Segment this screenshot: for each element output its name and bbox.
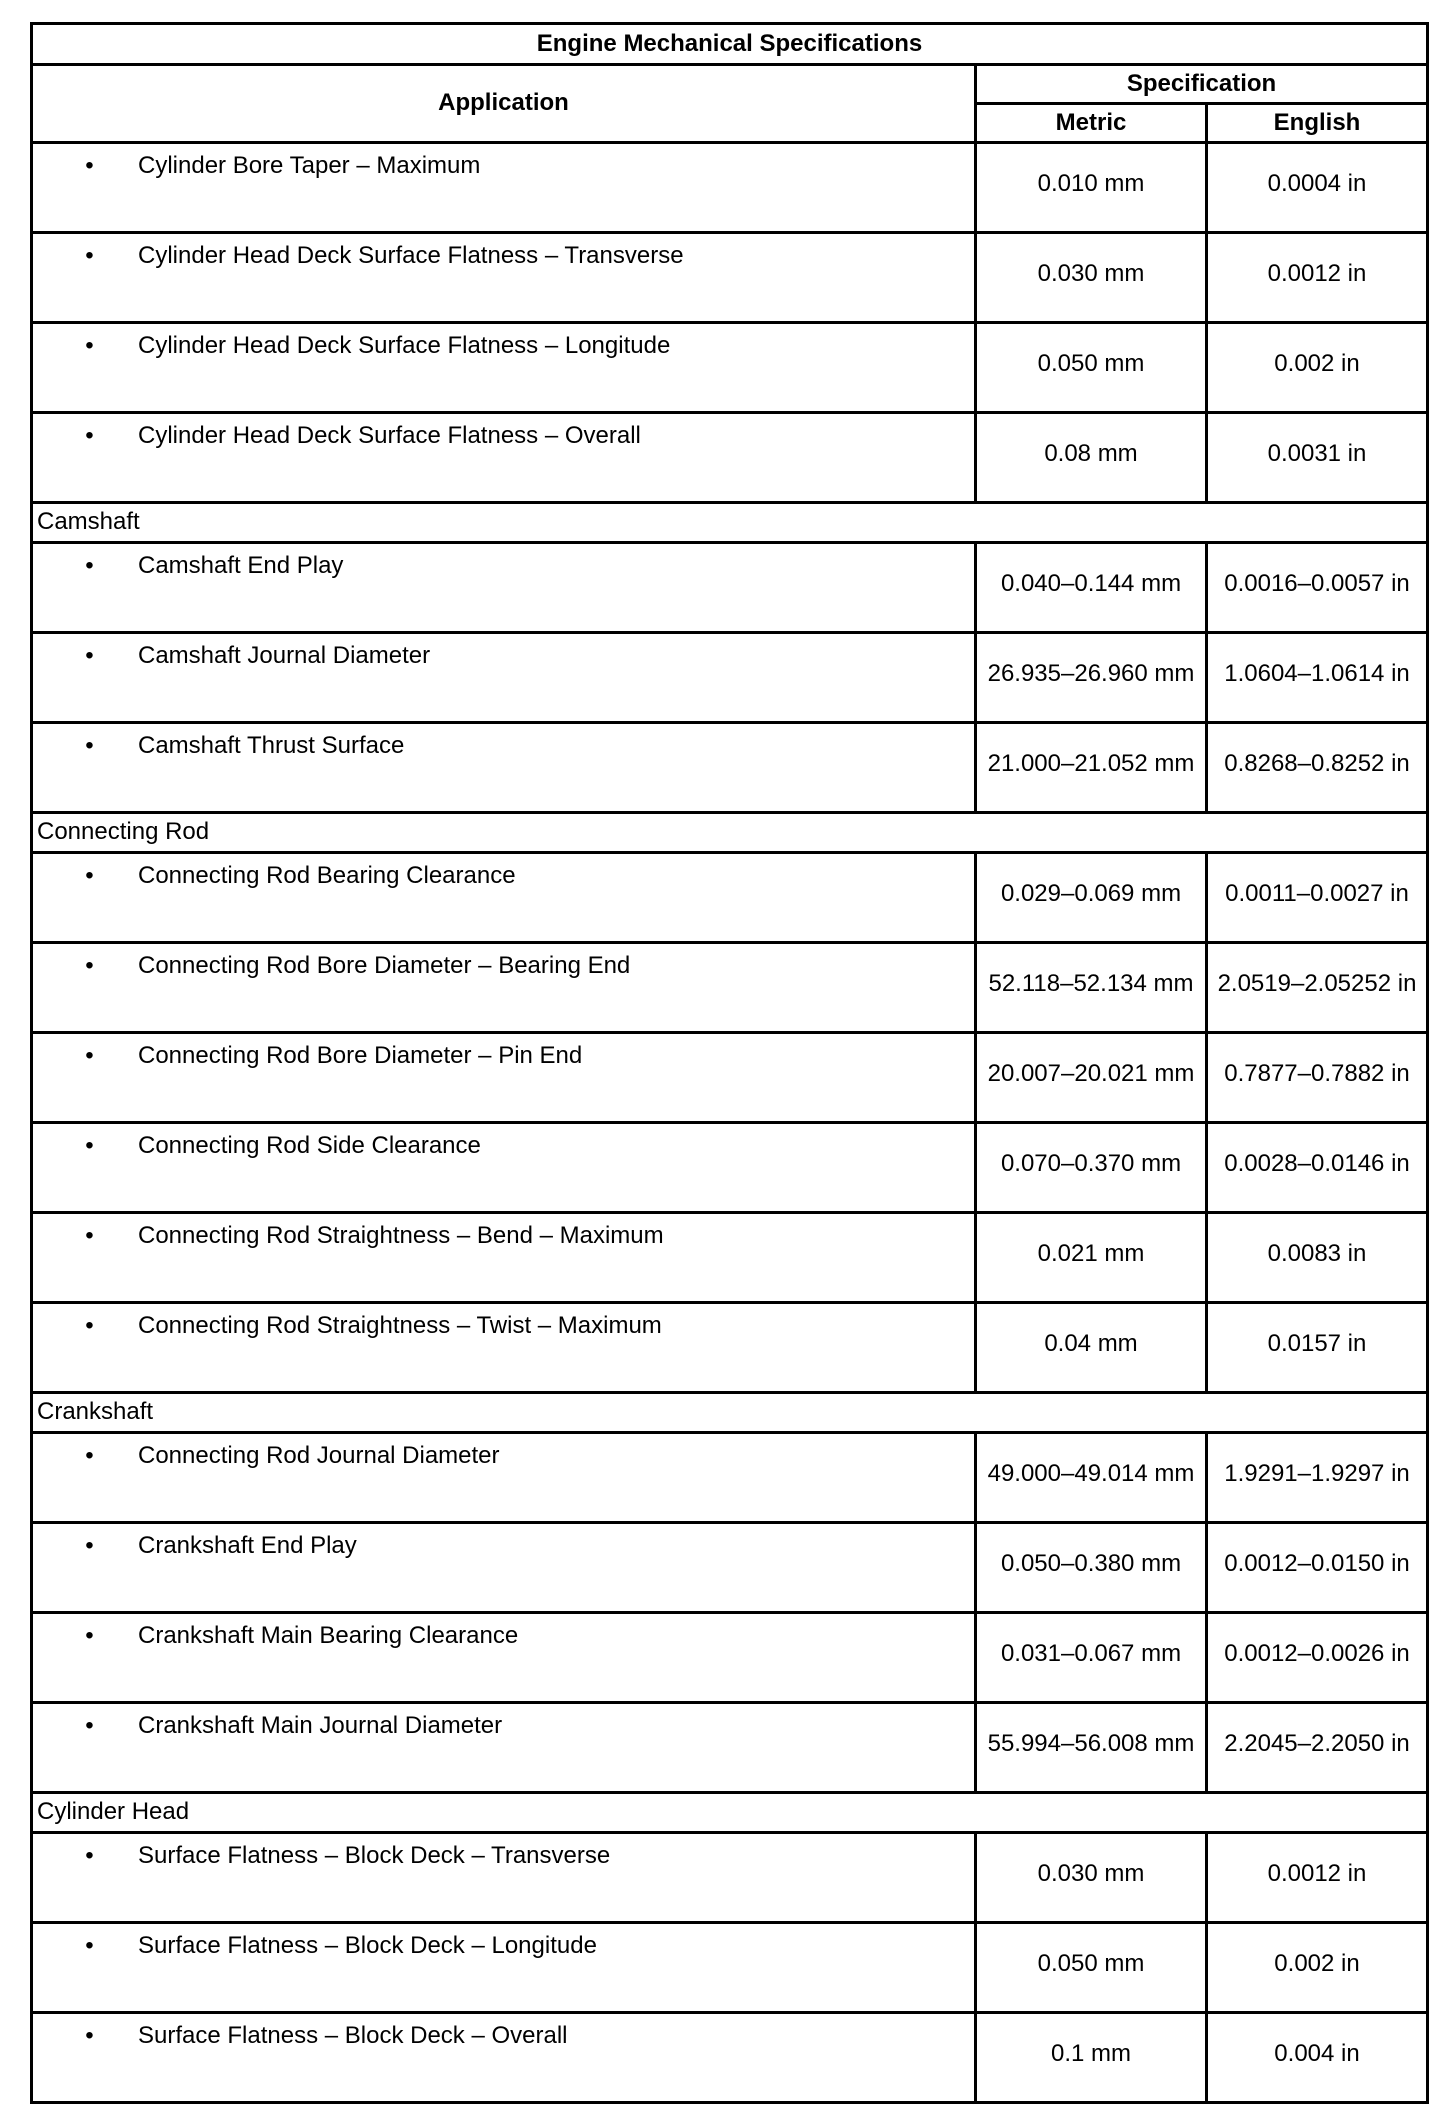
table-row <box>32 1613 1428 1703</box>
metric-value: 0.04 mm <box>976 1303 1207 1393</box>
section-heading: Camshaft <box>32 503 1428 543</box>
table-row <box>32 233 1428 323</box>
bullet-icon: • <box>85 862 94 889</box>
english-value: 1.0604–1.0614 in <box>1207 633 1428 723</box>
english-value: 0.0083 in <box>1207 1213 1428 1303</box>
table-row <box>32 1523 1428 1613</box>
section-heading: Cylinder Head <box>32 1793 1428 1833</box>
english-value: 0.0011–0.0027 in <box>1207 853 1428 943</box>
bullet-icon: • <box>85 1712 94 1739</box>
application-label: Surface Flatness – Block Deck – Transverse <box>138 1842 611 1869</box>
bullet-icon: • <box>85 242 94 269</box>
application-label: Camshaft End Play <box>138 552 344 579</box>
bullet-icon: • <box>85 1312 94 1339</box>
english-value: 0.0016–0.0057 in <box>1207 543 1428 633</box>
application-label: Crankshaft End Play <box>138 1532 357 1559</box>
application-label: Connecting Rod Bore Diameter – Bearing End <box>138 952 631 979</box>
bullet-icon: • <box>85 332 94 359</box>
english-value: 0.0012–0.0150 in <box>1207 1523 1428 1613</box>
english-value: 0.0012 in <box>1207 233 1428 323</box>
english-value: 0.8268–0.8252 in <box>1207 723 1428 813</box>
section-heading: Connecting Rod <box>32 813 1428 853</box>
application-cell <box>32 853 976 943</box>
application-label: Crankshaft Main Journal Diameter <box>138 1712 503 1739</box>
bullet-icon: • <box>85 952 94 979</box>
metric-value: 0.050 mm <box>976 1923 1207 2013</box>
application-cell <box>32 943 976 1033</box>
application-label: Surface Flatness – Block Deck – Longitude <box>138 1932 597 1959</box>
bullet-icon: • <box>85 1442 94 1469</box>
application-cell <box>32 543 976 633</box>
table-row <box>32 1833 1428 1923</box>
bullet-icon: • <box>85 1842 94 1869</box>
table-row <box>32 853 1428 943</box>
metric-value: 0.050–0.380 mm <box>976 1523 1207 1613</box>
application-label: Cylinder Head Deck Surface Flatness – Overall <box>138 422 641 449</box>
application-cell <box>32 633 976 723</box>
metric-value: 0.021 mm <box>976 1213 1207 1303</box>
bullet-icon: • <box>85 732 94 759</box>
application-label: Connecting Rod Straightness – Bend – Maximum <box>138 1222 664 1249</box>
english-value: 0.0012–0.0026 in <box>1207 1613 1428 1703</box>
metric-value: 26.935–26.960 mm <box>976 633 1207 723</box>
bullet-icon: • <box>85 422 94 449</box>
table-row <box>32 143 1428 233</box>
metric-value: 20.007–20.021 mm <box>976 1033 1207 1123</box>
application-cell <box>32 413 976 503</box>
table-row <box>32 323 1428 413</box>
metric-value: 0.031–0.067 mm <box>976 1613 1207 1703</box>
header-application: Application <box>32 65 976 143</box>
metric-value: 0.029–0.069 mm <box>976 853 1207 943</box>
metric-value: 0.050 mm <box>976 323 1207 413</box>
bullet-icon: • <box>85 2022 94 2049</box>
english-value: 0.002 in <box>1207 1923 1428 2013</box>
application-label: Cylinder Head Deck Surface Flatness – Transverse <box>138 242 684 269</box>
metric-value: 0.030 mm <box>976 1833 1207 1923</box>
application-label: Cylinder Bore Taper – Maximum <box>138 152 481 179</box>
spec-table-body <box>32 143 1428 2103</box>
application-cell <box>32 2013 976 2103</box>
metric-value: 49.000–49.014 mm <box>976 1433 1207 1523</box>
metric-value: 0.010 mm <box>976 143 1207 233</box>
section-heading: Crankshaft <box>32 1393 1428 1433</box>
bullet-icon: • <box>85 1622 94 1649</box>
bullet-icon: • <box>85 152 94 179</box>
english-value: 0.0012 in <box>1207 1833 1428 1923</box>
section-row <box>32 1393 1428 1433</box>
application-label: Connecting Rod Side Clearance <box>138 1132 481 1159</box>
application-cell <box>32 1033 976 1123</box>
table-row <box>32 633 1428 723</box>
metric-value: 0.030 mm <box>976 233 1207 323</box>
table-title: Engine Mechanical Specifications <box>32 24 1428 65</box>
bullet-icon: • <box>85 1532 94 1559</box>
bullet-icon: • <box>85 1932 94 1959</box>
application-label: Surface Flatness – Block Deck – Overall <box>138 2022 568 2049</box>
metric-value: 0.1 mm <box>976 2013 1207 2103</box>
application-cell <box>32 1523 976 1613</box>
english-value: 0.002 in <box>1207 323 1428 413</box>
header-specification: Specification <box>976 65 1428 104</box>
application-cell <box>32 1703 976 1793</box>
application-cell <box>32 143 976 233</box>
application-cell <box>32 1303 976 1393</box>
bullet-icon: • <box>85 1042 94 1069</box>
english-value: 2.0519–2.05252 in <box>1207 943 1428 1033</box>
section-row <box>32 813 1428 853</box>
metric-value: 0.08 mm <box>976 413 1207 503</box>
bullet-icon: • <box>85 1132 94 1159</box>
section-row <box>32 1793 1428 1833</box>
application-cell <box>32 1123 976 1213</box>
table-row <box>32 1303 1428 1393</box>
table-row <box>32 1703 1428 1793</box>
bullet-icon: • <box>85 642 94 669</box>
table-row <box>32 1123 1428 1213</box>
application-cell <box>32 233 976 323</box>
application-label: Connecting Rod Straightness – Twist – Maximum <box>138 1312 662 1339</box>
english-value: 0.004 in <box>1207 2013 1428 2103</box>
application-label: Connecting Rod Bore Diameter – Pin End <box>138 1042 583 1069</box>
section-row <box>32 503 1428 543</box>
engine-spec-table <box>30 22 1429 2104</box>
bullet-icon: • <box>85 1222 94 1249</box>
table-row <box>32 413 1428 503</box>
metric-value: 0.070–0.370 mm <box>976 1123 1207 1213</box>
english-value: 1.9291–1.9297 in <box>1207 1433 1428 1523</box>
application-label: Camshaft Journal Diameter <box>138 642 431 669</box>
english-value: 0.0004 in <box>1207 143 1428 233</box>
header-english: English <box>1207 104 1428 143</box>
table-row <box>32 543 1428 633</box>
table-row <box>32 1213 1428 1303</box>
english-value: 0.0028–0.0146 in <box>1207 1123 1428 1213</box>
bullet-icon: • <box>85 552 94 579</box>
header-metric: Metric <box>976 104 1207 143</box>
application-label: Camshaft Thrust Surface <box>138 732 405 759</box>
application-cell <box>32 1613 976 1703</box>
application-cell <box>32 723 976 813</box>
english-value: 0.7877–0.7882 in <box>1207 1033 1428 1123</box>
metric-value: 52.118–52.134 mm <box>976 943 1207 1033</box>
application-label: Connecting Rod Journal Diameter <box>138 1442 500 1469</box>
metric-value: 0.040–0.144 mm <box>976 543 1207 633</box>
application-label: Crankshaft Main Bearing Clearance <box>138 1622 519 1649</box>
table-row <box>32 2013 1428 2103</box>
metric-value: 55.994–56.008 mm <box>976 1703 1207 1793</box>
metric-value: 21.000–21.052 mm <box>976 723 1207 813</box>
table-row <box>32 1923 1428 2013</box>
application-cell <box>32 323 976 413</box>
application-cell <box>32 1833 976 1923</box>
application-label: Cylinder Head Deck Surface Flatness – Longitude <box>138 332 671 359</box>
table-row <box>32 1033 1428 1123</box>
table-row <box>32 723 1428 813</box>
english-value: 0.0031 in <box>1207 413 1428 503</box>
application-cell <box>32 1923 976 2013</box>
table-row <box>32 943 1428 1033</box>
english-value: 0.0157 in <box>1207 1303 1428 1393</box>
english-value: 2.2045–2.2050 in <box>1207 1703 1428 1793</box>
application-cell <box>32 1213 976 1303</box>
application-label: Connecting Rod Bearing Clearance <box>138 862 516 889</box>
table-row <box>32 1433 1428 1523</box>
application-cell <box>32 1433 976 1523</box>
